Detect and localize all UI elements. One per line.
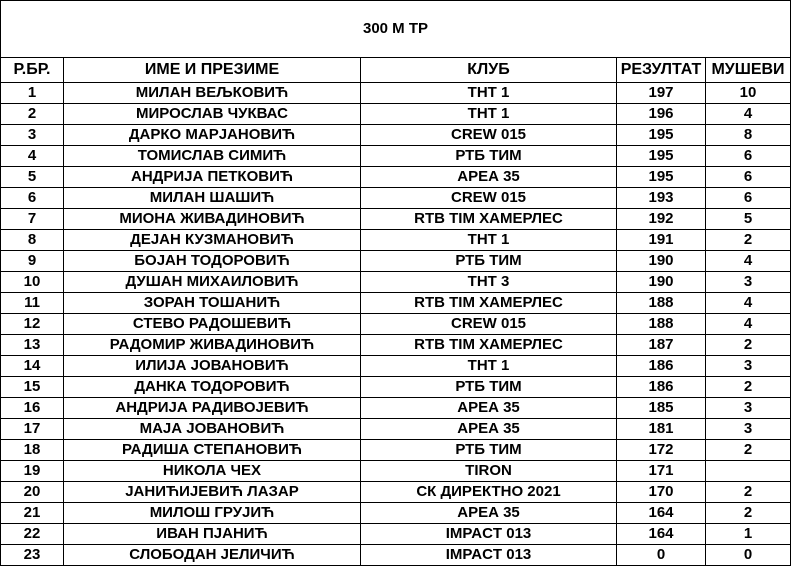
bullseyes-cell: 3 [706, 419, 791, 440]
rank-cell: 14 [1, 356, 64, 377]
rank-cell: 22 [1, 524, 64, 545]
club-cell: ТНТ 1 [361, 356, 617, 377]
result-cell: 164 [617, 524, 706, 545]
bullseyes-cell: 4 [706, 104, 791, 125]
table-row [1, 545, 791, 566]
rank-cell: 3 [1, 125, 64, 146]
header-name: ИМЕ И ПРЕЗИМЕ [64, 58, 361, 83]
rank-cell: 4 [1, 146, 64, 167]
club-cell: РТБ ТИМ [361, 146, 617, 167]
result-cell: 192 [617, 209, 706, 230]
rank-cell: 15 [1, 377, 64, 398]
result-cell: 195 [617, 146, 706, 167]
result-cell: 191 [617, 230, 706, 251]
club-cell: CREW 015 [361, 125, 617, 146]
table-row [1, 83, 791, 104]
club-cell: CREW 015 [361, 188, 617, 209]
bullseyes-cell: 4 [706, 293, 791, 314]
name-cell: ДАНКА ТОДОРОВИЋ [64, 377, 361, 398]
bullseyes-cell: 2 [706, 503, 791, 524]
result-cell: 0 [617, 545, 706, 566]
name-cell: РАДОМИР ЖИВАДИНОВИЋ [64, 335, 361, 356]
bullseyes-cell: 6 [706, 146, 791, 167]
rank-cell: 16 [1, 398, 64, 419]
bullseyes-cell: 3 [706, 272, 791, 293]
header-club: КЛУБ [361, 58, 617, 83]
result-cell: 196 [617, 104, 706, 125]
name-cell: ДУШАН МИХАИЛОВИЋ [64, 272, 361, 293]
rank-cell: 7 [1, 209, 64, 230]
rank-cell: 13 [1, 335, 64, 356]
rank-cell: 18 [1, 440, 64, 461]
result-cell: 164 [617, 503, 706, 524]
table-row [1, 503, 791, 524]
result-cell: 172 [617, 440, 706, 461]
name-cell: СЛОБОДАН ЈЕЛИЧИЋ [64, 545, 361, 566]
rank-cell: 6 [1, 188, 64, 209]
table-row [1, 125, 791, 146]
bullseyes-cell: 2 [706, 230, 791, 251]
name-cell: МИРОСЛАВ ЧУКВАС [64, 104, 361, 125]
name-cell: ДАРКО МАРЈАНОВИЋ [64, 125, 361, 146]
table-row [1, 314, 791, 335]
table-row [1, 377, 791, 398]
club-cell: ТНТ 1 [361, 230, 617, 251]
name-cell: ИВАН ПЈАНИЋ [64, 524, 361, 545]
club-cell: АРЕА 35 [361, 398, 617, 419]
name-cell: ДЕЈАН КУЗМАНОВИЋ [64, 230, 361, 251]
bullseyes-cell: 6 [706, 167, 791, 188]
result-cell: 186 [617, 377, 706, 398]
result-cell: 188 [617, 314, 706, 335]
rank-cell: 5 [1, 167, 64, 188]
sheet-title: 300 М ТР [1, 1, 791, 58]
club-cell: RTB TIM ХАМЕРЛЕС [361, 293, 617, 314]
table-row [1, 251, 791, 272]
rank-cell: 11 [1, 293, 64, 314]
bullseyes-cell: 3 [706, 398, 791, 419]
bullseyes-cell: 2 [706, 335, 791, 356]
rank-cell: 20 [1, 482, 64, 503]
header-rank: Р.БР. [1, 58, 64, 83]
result-cell: 193 [617, 188, 706, 209]
header-row [1, 58, 791, 83]
club-cell: РТБ ТИМ [361, 440, 617, 461]
table-row [1, 419, 791, 440]
result-cell: 190 [617, 251, 706, 272]
rank-cell: 9 [1, 251, 64, 272]
name-cell: МИЛАН ШАШИЋ [64, 188, 361, 209]
club-cell: РТБ ТИМ [361, 377, 617, 398]
table-row [1, 188, 791, 209]
club-cell: TIRON [361, 461, 617, 482]
result-cell: 181 [617, 419, 706, 440]
rank-cell: 17 [1, 419, 64, 440]
name-cell: МИЛОШ ГРУЈИЋ [64, 503, 361, 524]
table-row [1, 209, 791, 230]
table-row [1, 398, 791, 419]
result-cell: 188 [617, 293, 706, 314]
club-cell: RTB TIM ХАМЕРЛЕС [361, 209, 617, 230]
result-cell: 187 [617, 335, 706, 356]
table-row [1, 440, 791, 461]
club-cell: IMPACT 013 [361, 545, 617, 566]
result-cell: 197 [617, 83, 706, 104]
rank-cell: 19 [1, 461, 64, 482]
bullseyes-cell: 4 [706, 251, 791, 272]
rank-cell: 8 [1, 230, 64, 251]
bullseyes-cell: 4 [706, 314, 791, 335]
result-cell: 186 [617, 356, 706, 377]
name-cell: БОЈАН ТОДОРОВИЋ [64, 251, 361, 272]
name-cell: МИЛАН ВЕЉКОВИЋ [64, 83, 361, 104]
name-cell: ЈАНИЋИЈЕВИЋ ЛАЗАР [64, 482, 361, 503]
bullseyes-cell: 2 [706, 482, 791, 503]
name-cell: МАЈА ЈОВАНОВИЋ [64, 419, 361, 440]
club-cell: IMPACT 013 [361, 524, 617, 545]
club-cell: АРЕА 35 [361, 419, 617, 440]
table-row [1, 461, 791, 482]
bullseyes-cell: 6 [706, 188, 791, 209]
bullseyes-cell: 5 [706, 209, 791, 230]
name-cell: НИКОЛА ЧЕХ [64, 461, 361, 482]
table-row [1, 335, 791, 356]
bullseyes-cell: 8 [706, 125, 791, 146]
header-bullseyes: МУШЕВИ [706, 58, 791, 83]
result-cell: 170 [617, 482, 706, 503]
result-cell: 171 [617, 461, 706, 482]
header-result: РЕЗУЛТАТ [617, 58, 706, 83]
rank-cell: 2 [1, 104, 64, 125]
rank-cell: 21 [1, 503, 64, 524]
club-cell: ТНТ 3 [361, 272, 617, 293]
rank-cell: 12 [1, 314, 64, 335]
club-cell: ТНТ 1 [361, 83, 617, 104]
bullseyes-cell: 3 [706, 356, 791, 377]
table-row [1, 146, 791, 167]
result-cell: 190 [617, 272, 706, 293]
table-row [1, 524, 791, 545]
club-cell: АРЕА 35 [361, 503, 617, 524]
name-cell: ИЛИЈА ЈОВАНОВИЋ [64, 356, 361, 377]
name-cell: АНДРИЈА РАДИВОЈЕВИЋ [64, 398, 361, 419]
club-cell: СК ДИРЕКТНО 2021 [361, 482, 617, 503]
table-row [1, 230, 791, 251]
name-cell: ТОМИСЛАВ СИМИЋ [64, 146, 361, 167]
bullseyes-cell [706, 461, 791, 482]
bullseyes-cell: 2 [706, 377, 791, 398]
table-row [1, 482, 791, 503]
bullseyes-cell: 0 [706, 545, 791, 566]
table-row [1, 356, 791, 377]
club-cell: АРЕА 35 [361, 167, 617, 188]
title-row [1, 1, 791, 58]
name-cell: АНДРИЈА ПЕТКОВИЋ [64, 167, 361, 188]
table-row [1, 167, 791, 188]
club-cell: RTB TIM ХАМЕРЛЕС [361, 335, 617, 356]
club-cell: CREW 015 [361, 314, 617, 335]
name-cell: МИОНА ЖИВАДИНОВИЋ [64, 209, 361, 230]
name-cell: РАДИША СТЕПАНОВИЋ [64, 440, 361, 461]
result-cell: 195 [617, 125, 706, 146]
result-cell: 185 [617, 398, 706, 419]
rank-cell: 23 [1, 545, 64, 566]
bullseyes-cell: 10 [706, 83, 791, 104]
name-cell: СТЕВО РАДОШЕВИЋ [64, 314, 361, 335]
rank-cell: 1 [1, 83, 64, 104]
club-cell: ТНТ 1 [361, 104, 617, 125]
table-row [1, 293, 791, 314]
name-cell: ЗОРАН ТОШАНИЋ [64, 293, 361, 314]
bullseyes-cell: 2 [706, 440, 791, 461]
club-cell: РТБ ТИМ [361, 251, 617, 272]
table-row [1, 104, 791, 125]
table-row [1, 272, 791, 293]
bullseyes-cell: 1 [706, 524, 791, 545]
rank-cell: 10 [1, 272, 64, 293]
result-cell: 195 [617, 167, 706, 188]
